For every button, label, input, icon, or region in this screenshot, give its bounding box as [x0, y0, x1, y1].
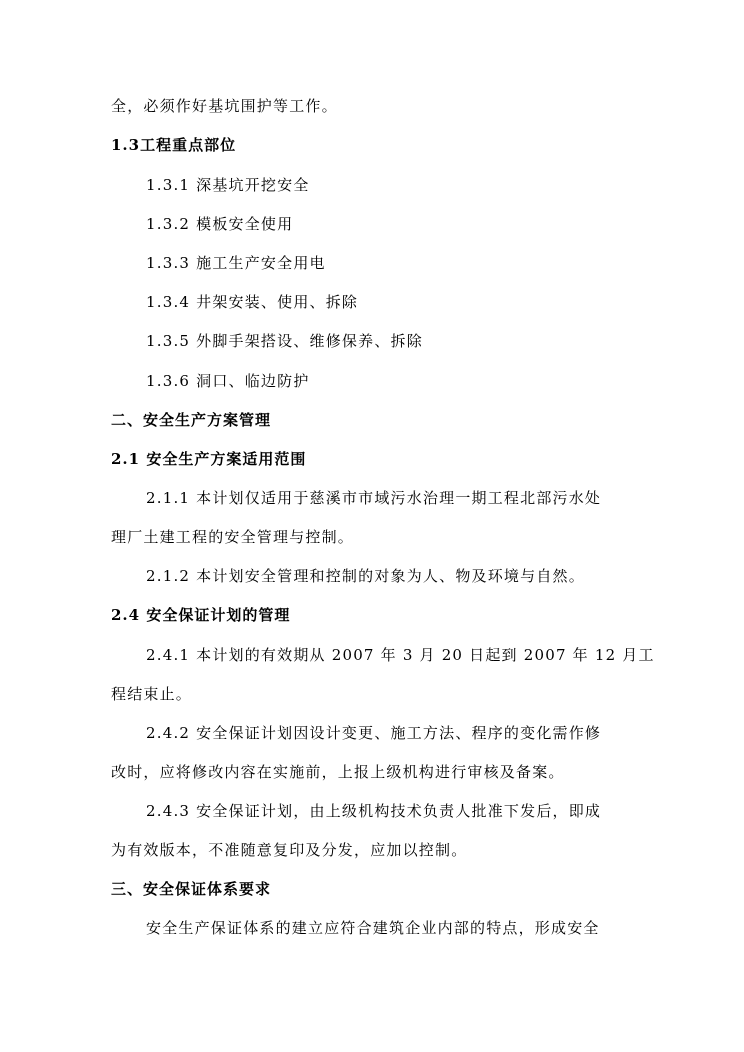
paragraph-line: 2.1.2 本计划安全管理和控制的对象为人、物及环境与自然。	[146, 567, 585, 585]
chapter-heading-2: 二、安全生产方案管理	[111, 411, 272, 429]
paragraph-line: 为有效版本，不准随意复印及分发，应加以控制。	[111, 841, 468, 859]
paragraph-line: 2.4.2 安全保证计划因设计变更、施工方法、程序的变化需作修	[146, 724, 602, 742]
section-heading-1-3: 1.3工程重点部位	[111, 136, 237, 154]
list-item: 1.3.6 洞口、临边防护	[146, 372, 310, 390]
section-heading-2-4: 2.4 安全保证计划的管理	[111, 606, 291, 624]
paragraph-line: 安全生产保证体系的建立应符合建筑企业内部的特点，形成安全	[146, 919, 600, 937]
paragraph-line: 理厂土建工程的安全管理与控制。	[111, 528, 355, 546]
section-heading-2-1: 2.1 安全生产方案适用范围	[111, 450, 307, 468]
paragraph-line: 改时，应将修改内容在实施前，上报上级机构进行审核及备案。	[111, 763, 565, 781]
paragraph-continuation: 全，必须作好基坑围护等工作。	[111, 97, 338, 115]
list-item: 1.3.5 外脚手架搭设、维修保养、拆除	[146, 332, 423, 350]
list-item: 1.3.2 模板安全使用	[146, 215, 294, 233]
chapter-heading-3: 三、安全保证体系要求	[111, 880, 272, 898]
paragraph-line: 2.4.3 安全保证计划，由上级机构技术负责人批准下发后，即成	[146, 802, 602, 820]
list-item: 1.3.3 施工生产安全用电	[146, 254, 326, 272]
list-item: 1.3.4 井架安装、使用、拆除	[146, 293, 359, 311]
list-item: 1.3.1 深基坑开挖安全	[146, 176, 310, 194]
paragraph-line: 2.1.1 本计划仅适用于慈溪市市域污水治理一期工程北部污水处	[146, 489, 602, 507]
paragraph-line: 2.4.1 本计划的有效期从 2007 年 3 月 20 日起到 2007 年 12 月工	[146, 646, 655, 664]
paragraph-line: 程结束止。	[111, 685, 193, 703]
